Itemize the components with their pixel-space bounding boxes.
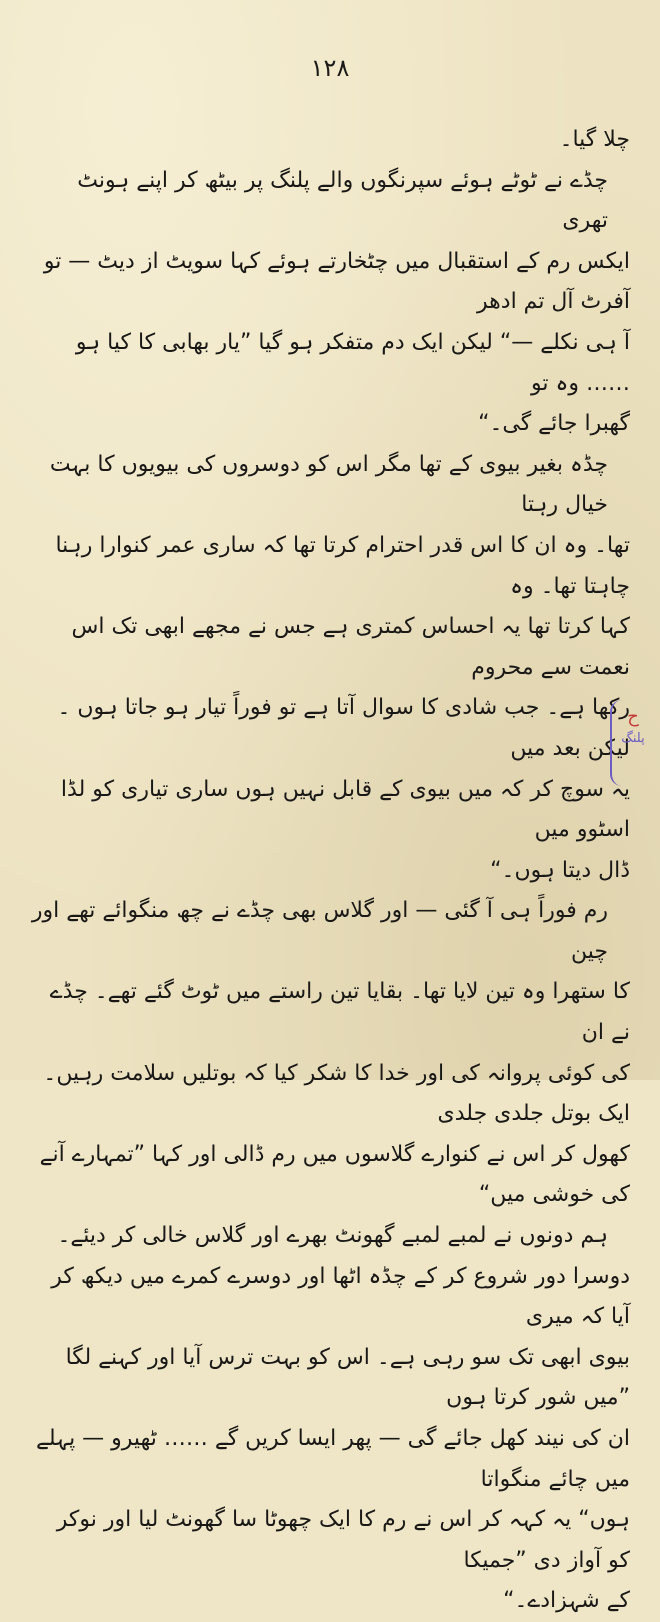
text-line: یہ سوچ کر کہ میں بیوی کے قابل نہیں ہوں ساری تیاری کو لڈا اسٹوو میں: [60, 776, 630, 843]
text-line: ہوں“ یہ کہہ کر اس نے رم کا ایک چھوٹا سا گھونٹ لیا اور نوکر کو آواز دی ”جمیکا: [56, 1507, 630, 1573]
text-line: ایکس رم کے استقبال میں چٹخارتے ہوئے کہا سویٹ از دیٹ — تو آفرٹ آل تم ادھر: [43, 248, 630, 315]
text-line: ہم دونوں نے لمبے لمبے گھونٹ بھرے اور گلاس خالی کر دیئے۔: [57, 1223, 608, 1249]
text-line: گھبرا جائے گی۔“: [478, 411, 630, 437]
text-line: کے شہزادے۔“: [503, 1588, 630, 1614]
text-line: رم فوراً ہی آ گئی — اور گلاس بھی چڈے نے چھ منگوائے تھے اور چین: [31, 898, 608, 964]
text-line: چڈے نے ٹوٹے ہوئے سپرنگوں والے پلنگ پر بیٹھ کر اپنے ہونٹ تھری: [77, 167, 608, 234]
text-line: کی کوئی پروانہ کی اور خدا کا شکر کیا کہ بوتلیں سلامت رہیں۔ ایک بوتل جلدی جلدی: [43, 1060, 630, 1127]
text-line: ڈال دیتا ہوں۔“: [490, 857, 630, 883]
body-text: [30, 120, 630, 1622]
text-line: کھول کر اس نے کنوارے گلاسوں میں رم ڈالی اور کہا ”تمہارے آنے کی خوشی میں“: [39, 1141, 630, 1208]
text-line: بیوی ابھی تک سو رہی ہے۔ اس کو بہت ترس آیا اور کہنے لگا ”میں شور کرتا ہوں: [65, 1344, 630, 1411]
text-line: آ ہی نکلے —“ لیکن ایک دم متفکر ہو گیا ”یار بھابی کا کیا ہو …… وہ تو: [75, 329, 630, 396]
text-line: دوسرا دور شروع کر کے چڈہ اٹھا اور دوسرے کمرے میں دیکھ کر آیا کہ میری: [51, 1263, 630, 1330]
margin-annotation: [610, 700, 654, 786]
text-line: ان کی نیند کھل جائے گی — پھر ایسا کریں گے …… ٹھیرو — پہلے میں چائے منگواتا: [36, 1426, 630, 1492]
page-number: ۱۲۸: [310, 54, 350, 82]
text-line: کا ستھرا وہ تین لایا تھا۔ بقایا تین راستے میں ٹوٹ گئے تھے۔ چڈے نے ان: [49, 979, 630, 1046]
margin-mark: ح: [627, 706, 639, 727]
text-line: تھا۔ وہ ان کا اس قدر احترام کرتا تھا کہ ساری عمر کنوارا رہنا چاہتا تھا۔ وہ: [55, 532, 630, 599]
text-line: کہا کرتا تھا یہ احساس کمتری ہے جس نے مجھے ابھی تک اس نعمت سے محروم: [71, 614, 630, 680]
margin-word: پلنگ: [621, 731, 645, 746]
text-line: چڈہ بغیر بیوی کے تھا مگر اس کو دوسروں کی بیویوں کا بہت خیال رہتا: [49, 451, 608, 518]
text-line: چلا گیا۔: [559, 127, 630, 152]
text-line: رکھا ہے۔ جب شادی کا سوال آتا ہے تو فوراً تیار ہو جاتا ہوں ۔ لیکن بعد میں: [57, 695, 630, 761]
